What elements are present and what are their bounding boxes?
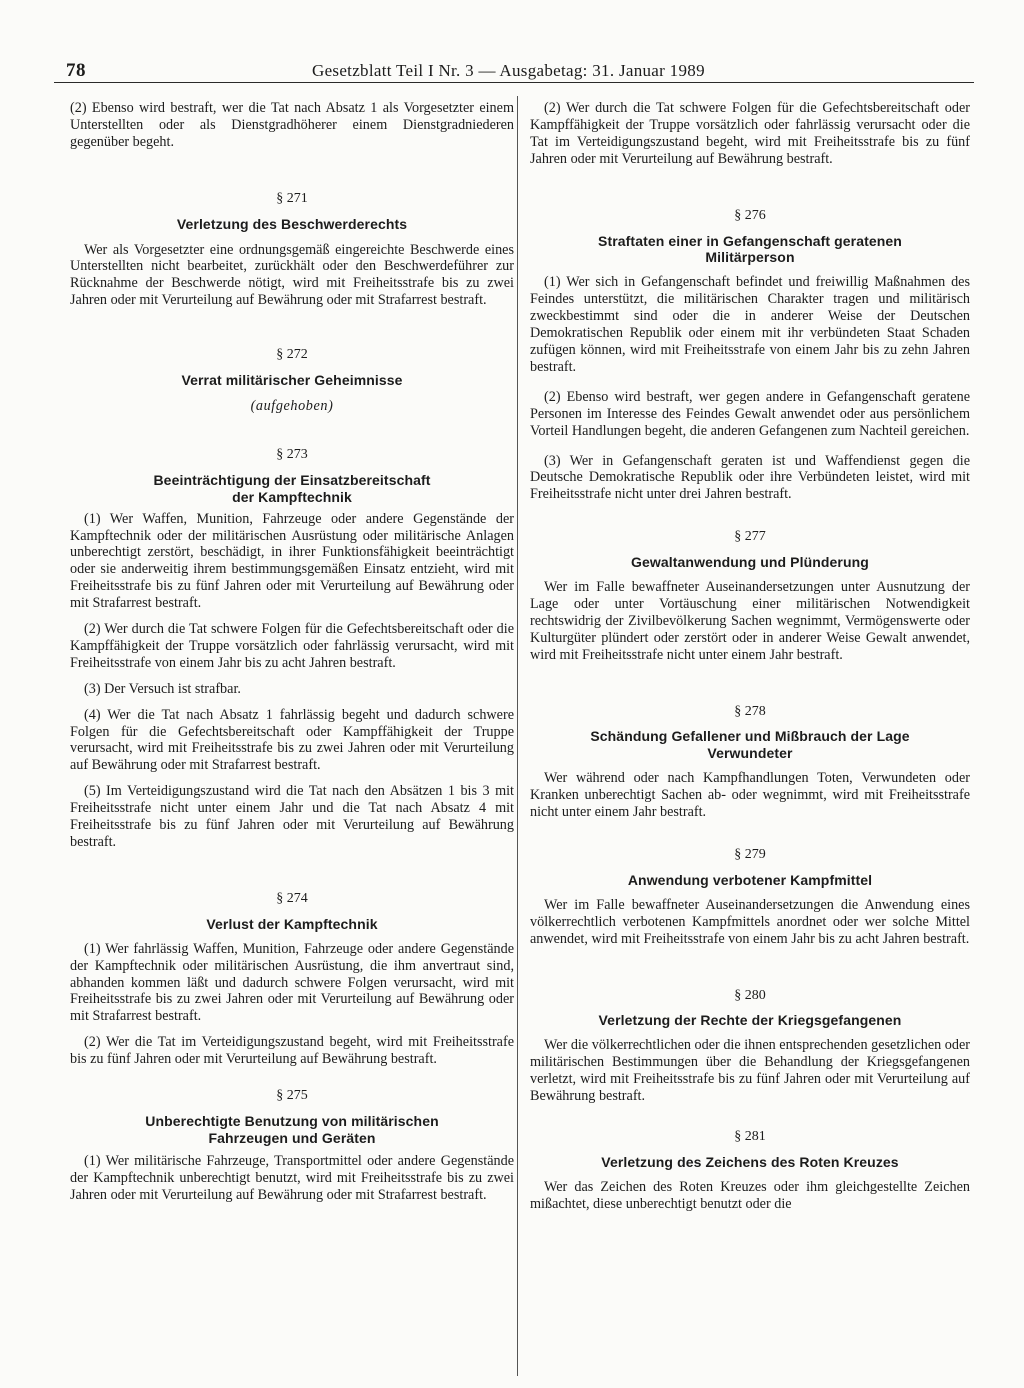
section-number-279: § 279 [734,847,766,862]
paragraph-273-4: (4) Wer die Tat nach Absatz 1 fahrlässig begeht und dadurch schwere Folgen für die Gefechtsbereitschaft oder Kampffähigkeit der Truppe verursacht, wird mit Freiheitsstrafe bis zu zwei Jahren oder mit Verurteilung auf Bewährung oder mit Strafarrest bestraft. [70,706,514,774]
section-number-275: § 275 [276,1088,308,1104]
paragraph-273-3: (3) Der Versuch ist strafbar. [84,680,241,697]
section-number-280: § 280 [734,987,766,1003]
left-column [70,98,514,1204]
column-divider [517,96,518,1376]
paragraph-273-2: (2) Wer durch die Tat schwere Folgen für die Gefechtsbereitschaft oder die Kampffähigkeit der Truppe vorsätzlich oder fahrlässig verursacht, wird mit Freiheitsstrafe von einem Jahr bis zu acht Jahren bestraft. [70,621,514,671]
section-title-280: Verletzung der Rechte der Kriegsgefangenen [598,1012,902,1029]
section-number-278: § 278 [734,703,766,719]
section-number-271: § 271 [276,190,308,206]
paragraph-280-1: Wer die völkerrechtlichen oder die ihnen entsprechenden gesetzlichen oder militärischen Bestimmungen über die Behandlung der Kriegsgefangenen verletzt, wird mit Freiheitsstrafe bis zu fünf Jahren oder mit Verurteilung auf Bewährung bestraft. [530,1037,970,1105]
paragraph-273-1: (1) Wer Waffen, Munition, Fahrzeuge oder andere Gegenstände der Kampftechnik oder der militärischen Ausrüstung oder militärische Anlagen unberechtigt zerstört, beschädigt, in ihrer Funktionsfähigkeit beeinträchtigt oder sie anderweitig ihrem bestimmungsgemäßen Einsatz entzieht, wird mit Freiheitsstrafe bis zu fünf Jahren oder mit Verurteilung auf Bewährung oder mit Strafarrest bestraft. [70,510,514,612]
paragraph-273-5: (5) Im Verteidigungszustand wird die Tat nach den Absätzen 1 bis 3 mit Freiheitsstrafe nicht unter einem Jahr und die Tat nach Absatz 4 mit Freiheitsstrafe bis zu fünf Jahren oder mit Verurteilung auf Bewährung bestraft. [70,783,514,850]
section-title-276-line1: Straftaten einer in Gefangenschaft geratenen [598,232,902,249]
section-title-277: Gewaltanwendung und Plünderung [631,554,869,571]
page-header [54,56,974,83]
section-number-276: § 276 [734,207,766,223]
header-title: Gesetzblatt Teil I Nr. 3 — Ausgabetag: 31. Januar 1989 [312,61,705,80]
section-title-271: Verletzung des Beschwerderechts [176,215,408,232]
section-note-272: (aufgehoben) [250,397,334,414]
paragraph-279-1: Wer im Falle bewaffneter Auseinandersetzungen die Anwendung eines völkerrechtlich verbotenen Kampfmittels anordnet oder wer solche Mittel anwendet, wird mit Freiheitsstrafe von einem Jahr bis zu acht Jahren bestraft. [530,896,970,947]
section-title-273-line2: der Kampftechnik [232,488,352,505]
paragraph-276-2: (2) Ebenso wird bestraft, wer gegen andere in Gefangenschaft geratene Personen im Interesse des Feindes Gewalt anwendet oder aus persönlichem Vorteil Handlungen begeht, die anderen Gefangenen zum Nachteil gereichen. [530,388,970,439]
section-number-277: § 277 [734,529,766,545]
section-title-273-line1: Beeinträchtigung der Einsatzbereitschaft [153,471,431,488]
paragraph-274-2: (2) Wer die Tat im Verteidigungszustand begeht, wird mit Freiheitsstrafe bis zu fünf Jahren oder mit Verurteilung auf Bewährung bestraft. [70,1034,514,1068]
section-title-278-line1: Schändung Gefallener und Mißbrauch der Lage [590,728,910,745]
section-title-278-line2: Verwundeter [707,745,793,762]
section-title-276-line2: Militärperson [705,249,795,266]
section-number-281: § 281 [734,1128,766,1144]
section-title-272: Verrat militärischer Geheimnisse [181,372,403,389]
paragraph-277-1: Wer im Falle bewaffneter Auseinandersetzungen unter Ausnutzung der Lage oder unter Vortäuschung einer militärischen Notwendigkeit rechtswidrig der Zivilbevölkerung Sachen wegnimmt, Vermögenswerte oder Kulturgüter plündert oder zerstört oder in anderer Weise Gewalt anwendet, wird mit Freiheitsstrafe nicht unter einem Jahr bestraft. [530,579,970,663]
paragraph-271-1: Wer als Vorgesetzter eine ordnungsgemäß eingereichte Beschwerde eines Unterstellten nicht bearbeitet, zurückhält oder den Beschwerdeführer zur Rücknahme der Beschwerde nötigt, wird mit Freiheitsstrafe bis zu zwei Jahren oder mit Verurteilung auf Bewährung oder mit Strafarrest bestraft. [70,241,514,309]
paragraph-274-1: (1) Wer fahrlässig Waffen, Munition, Fahrzeuge oder andere Gegenstände der Kampftechnik oder militärischen Ausrüstung, die ihm anvertraut sind, abhanden kommen läßt und dadurch schwere Folgen verursacht, wird mit Freiheitsstrafe bis zu zwei Jahren oder mit Verurteilung auf Bewährung oder mit Strafarrest bestraft. [70,940,514,1025]
section-number-272: § 272 [276,347,308,363]
paragraph-270-2: (2) Ebenso wird bestraft, wer die Tat nach Absatz 1 als Vorgesetzter einem Unterstellten oder als Dienstgradhöherer einem Dienstgradniederen gegenüber begeht. [70,100,514,150]
right-column [530,98,970,1213]
section-number-273: § 273 [276,446,308,462]
section-title-275-line2: Fahrzeugen und Geräten [208,1129,376,1146]
section-number-274: § 274 [276,890,308,906]
section-title-274: Verlust der Kampftechnik [206,915,378,932]
page-number: 78 [66,60,86,81]
paragraph-281-1: Wer das Zeichen des Roten Kreuzes oder ihm gleichgestellte Zeichen mißachtet, diese unberechtigt benutzt oder die [530,1178,970,1212]
paragraph-275-1: (1) Wer militärische Fahrzeuge, Transportmittel oder andere Gegenstände der Kampftechnik unberechtigt benutzt, wird mit Freiheitsstrafe bis zu zwei Jahren oder mit Verurteilung auf Bewährung oder mit Strafarrest bestraft. [70,1152,514,1203]
section-title-281: Verletzung des Zeichens des Roten Kreuzes [601,1153,899,1170]
section-title-279: Anwendung verbotener Kampfmittel [627,871,873,888]
paragraph-275-2: (2) Wer durch die Tat schwere Folgen für die Gefechtsbereitschaft oder Kampffähigkeit der Truppe vorsätzlich oder fahrlässig verursacht oder die Tat im Verteidigungszustand begeht, wird mit Freiheitsstrafe bis zu fünf Jahren oder mit Verurteilung auf Bewährung bestraft. [530,100,970,167]
paragraph-278-1: Wer während oder nach Kampfhandlungen Toten, Verwundeten oder Kranken unberechtigt Sachen ab- oder wegnimmt, wird mit Freiheitsstrafe nicht unter einem Jahr bestraft. [530,770,970,821]
paragraph-276-3: (3) Wer in Gefangenschaft geraten ist und Waffendienst gegen die Deutsche Demokratische Republik oder ihre Verbündeten leistet, wird mit Freiheitsstrafe nicht unter drei Jahren bestraft. [530,452,970,503]
paragraph-276-1: (1) Wer sich in Gefangenschaft befindet und freiwillig Maßnahmen des Feindes unterstützt, die militärischen Charakter tragen und militärisch zweckbestimmt sind oder die in anderer Weise der Deutschen Demokratischen Republik oder einem mit ihr verbündeten Staat Schaden zufügen können, wird mit Freiheitsstrafe von einem Jahr bis zu zehn Jahren bestraft. [530,274,970,375]
section-title-275-line1: Unberechtigte Benutzung von militärischen [145,1112,439,1129]
